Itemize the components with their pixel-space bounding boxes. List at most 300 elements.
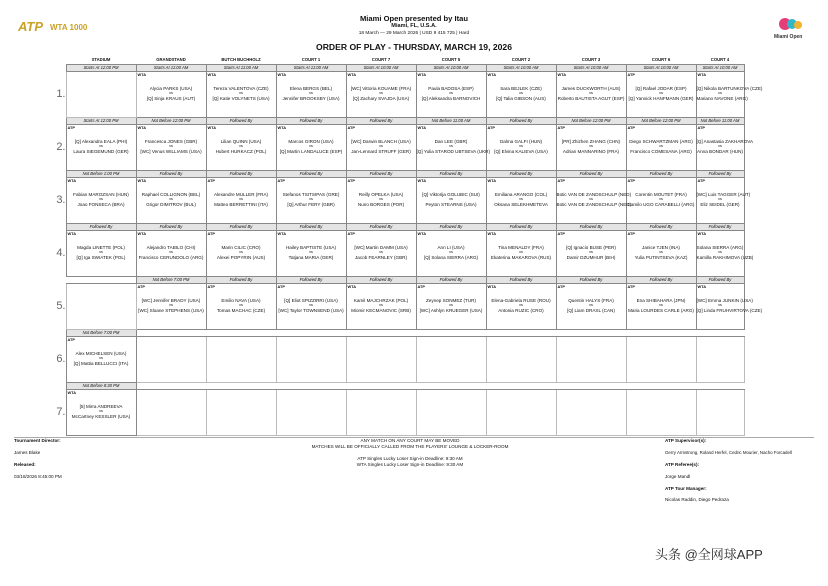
event-tag: WTA: [137, 230, 147, 236]
event-tag: ATP: [417, 283, 425, 289]
player-b: [Q] Aleksandra BARNOVICH: [421, 95, 481, 101]
match-row: [14, 389, 814, 435]
player-a: [Q] Eliot SPIZZIRRI (USA): [284, 297, 338, 303]
versus-label: vs: [449, 303, 453, 308]
start-time-label: Followed By: [696, 170, 744, 177]
start-time-label: Followed By: [486, 223, 556, 230]
start-time-label: [556, 329, 626, 336]
start-time-label: Not Before 12:00 PM: [626, 117, 696, 124]
svg-text:Miami Open: Miami Open: [774, 34, 803, 40]
versus-label: vs: [589, 197, 593, 202]
versus-label: vs: [379, 197, 383, 202]
event-tag: WTA: [557, 71, 567, 77]
event-tag: ATP: [347, 124, 355, 130]
player-a: [WC] Martin DAMM (USA): [354, 244, 408, 250]
player-a: [Q] Viktorija GOLUBIC (SUI): [422, 191, 480, 197]
start-time-label: [276, 329, 346, 336]
event-tag: ATP: [487, 124, 495, 130]
match-cell: [346, 389, 416, 435]
match-cell: [416, 336, 486, 382]
player-b: Ekaterina MAKAROVA (RUS): [490, 254, 552, 260]
schedule-table: [14, 55, 814, 436]
start-time-label: [696, 382, 744, 389]
event-tag: WTA: [487, 177, 497, 183]
start-time-label: Followed By: [66, 223, 136, 230]
start-time-label: Followed By: [626, 223, 696, 230]
start-time-row: [14, 64, 814, 71]
match-cell: [66, 71, 136, 117]
start-time-label: Starts At 11:00 AM: [136, 64, 206, 71]
event-tag: ATP: [557, 283, 565, 289]
player-a: Lilian QUINN (USA): [220, 138, 262, 144]
start-time-label: Starts At 10:00 AM: [696, 64, 744, 71]
event-tag: WTA: [417, 177, 427, 183]
start-time-label: Followed By: [136, 170, 206, 177]
start-time-row: [14, 117, 814, 124]
start-time-label: [556, 382, 626, 389]
tournament-director-label: Tournament Director:: [14, 438, 61, 443]
start-time-label: Followed By: [346, 170, 416, 177]
player-b: [Q] Solana SIERRA (ARG): [423, 254, 479, 260]
player-b: [Q] Iga SWIATEK (POL): [76, 254, 126, 260]
player-b: Laura SIEGEMUND (GER): [73, 148, 129, 154]
match-cell: [626, 389, 696, 435]
match-cell: [276, 71, 346, 117]
player-a: Alex MICHELSEN (USA): [75, 350, 127, 356]
versus-label: vs: [449, 197, 453, 202]
start-time-label: Not Before 12:00 PM: [556, 117, 626, 124]
event-tag: ATP: [207, 283, 215, 289]
versus-label: vs: [379, 144, 383, 149]
event-tag: ATP: [347, 177, 355, 183]
match-row: [14, 283, 814, 329]
start-time-row: [14, 329, 814, 336]
match-cell: [486, 177, 556, 223]
match-cell: [136, 124, 206, 170]
player-a: Alexandre MULLER (FRA): [213, 191, 269, 197]
match-cell: [556, 71, 626, 117]
match-cell: [276, 230, 346, 276]
player-a: Dan LEE (GBR): [434, 138, 468, 144]
match-cell: [136, 230, 206, 276]
event-tag: ATP: [557, 177, 565, 183]
player-a: Diego SCHWARTZMAN (ARG): [629, 138, 693, 144]
match-row: [14, 230, 814, 276]
spacer-header: [744, 55, 814, 64]
player-b: [Q] Elvina KALIEVA (USA): [494, 148, 548, 154]
start-time-label: [276, 382, 346, 389]
versus-label: vs: [169, 197, 173, 202]
row-number-spacer: [14, 64, 66, 71]
start-time-label: Starts At 11:00 AM: [276, 64, 346, 71]
referee-label: ATP Referee(s):: [665, 462, 700, 467]
player-b: Nuno BORGES (POR): [357, 201, 405, 207]
row-number: 7.: [56, 406, 66, 418]
match-cell: [206, 177, 276, 223]
match-row: [14, 177, 814, 223]
player-a: Emilio NAVA (USA): [221, 297, 261, 303]
match-cell: [556, 283, 626, 329]
start-time-label: Starts At 10:00 AM: [486, 64, 556, 71]
versus-label: vs: [169, 303, 173, 308]
start-time-label: [626, 382, 696, 389]
match-cell: [136, 283, 206, 329]
match-cell: [556, 230, 626, 276]
match-cell: [626, 124, 696, 170]
event-tag: WTA: [277, 230, 287, 236]
start-time-label: Followed By: [556, 276, 626, 283]
versus-label: vs: [309, 197, 313, 202]
event-tag: WTA: [67, 177, 77, 183]
tour-manager-names: Nicolas Raddin, Diego Pedraza: [665, 497, 729, 502]
court-header: COURT 1: [301, 56, 321, 62]
versus-label: vs: [239, 91, 243, 96]
start-time-label: [486, 382, 556, 389]
start-time-label: Followed By: [416, 276, 486, 283]
event-tag: WTA: [697, 71, 707, 77]
svg-text:WTA 1000: WTA 1000: [50, 23, 88, 32]
match-cell: [136, 177, 206, 223]
versus-label: vs: [169, 91, 173, 96]
match-cell: [346, 177, 416, 223]
start-time-label: [416, 382, 486, 389]
start-time-label: Followed By: [206, 117, 276, 124]
start-time-label: Followed By: [206, 170, 276, 177]
event-tag: ATP: [207, 177, 215, 183]
player-a: Solana SIERRA (ARG): [696, 244, 744, 250]
event-tag: WTA: [277, 71, 287, 77]
match-cell: [486, 71, 556, 117]
start-time-label: Followed By: [486, 117, 556, 124]
player-b: [Q] Zachary SVAJDA (USA): [352, 95, 410, 101]
player-b: [Q] Martin LANDALUCE (ESP): [279, 148, 343, 154]
player-b: [WC] Ashlyn KRUEGER (USA): [419, 307, 483, 313]
start-time-label: [696, 329, 744, 336]
player-b: [Q] Arthur FERY (GBR): [287, 201, 335, 207]
player-a: Fabian MAROZSAN (HUN): [73, 191, 129, 197]
player-a: Marcos GIRON (USA): [288, 138, 334, 144]
match-cell: [486, 389, 556, 435]
player-b: [WC] Taylor TOWNSEND (USA): [278, 307, 344, 313]
match-cell: [696, 283, 763, 329]
player-a: Zeynep SONMEZ (TUR): [425, 297, 477, 303]
player-a: Kamil MAJCHRZAK (POL): [353, 297, 409, 303]
player-b: Miomir KECMANOVIC (SRB): [351, 307, 411, 313]
footer-notice-4: WTA Singles Lucky Loser Sign-in Deadline: 9:30 AM: [356, 462, 464, 467]
row-number-spacer: [14, 223, 66, 230]
match-cell: [626, 71, 696, 117]
versus-label: vs: [519, 91, 523, 96]
match-cell: [206, 389, 276, 435]
start-time-label: Followed By: [346, 276, 416, 283]
match-cell: [416, 389, 486, 435]
event-tag: ATP: [627, 283, 635, 289]
event-tag: ATP: [67, 336, 75, 342]
player-a: Emiliana ARANGO (COL): [494, 191, 548, 197]
start-time-label: Followed By: [276, 170, 346, 177]
player-b: Francisco CERUNDOLO (ARG): [138, 254, 204, 260]
player-b: [WC] Venus WILLIAMS (USA): [140, 148, 202, 154]
event-tag: ATP: [627, 71, 635, 77]
player-b: [Q] Yulia STAROD UBTSEVA (UKR): [416, 148, 491, 154]
court-header: COURT 6: [651, 56, 671, 62]
versus-label: vs: [718, 144, 722, 149]
start-time-label: Starts At 10:00 AM: [626, 64, 696, 71]
player-b: Oksana SELEKHMETEVA: [494, 201, 548, 207]
event-tag: WTA: [487, 283, 497, 289]
start-time-label: Not Before 1:00 PM: [66, 170, 136, 177]
start-time-label: Not Before 7:00 PM: [66, 329, 136, 336]
versus-label: vs: [449, 91, 453, 96]
player-b: [Q] Mattia BELLUCCI (ITA): [73, 360, 129, 366]
player-b: Eliz SEIDEL (GER): [700, 201, 740, 207]
player-b: McCartney KESSLER (USA): [71, 413, 131, 419]
row-number: 1.: [56, 88, 66, 100]
versus-label: vs: [589, 250, 593, 255]
match-cell: [66, 124, 136, 170]
row-number-header: [14, 55, 66, 64]
player-a: Marin CILIC (CRO): [221, 244, 261, 250]
tournament-director-name: James Blake: [14, 450, 41, 455]
player-a: Alejandro TABILO (CHI): [146, 244, 196, 250]
start-time-label: [136, 382, 206, 389]
versus-label: vs: [718, 303, 722, 308]
start-time-label: Followed By: [486, 170, 556, 177]
match-cell: [626, 230, 696, 276]
start-time-label: Starts At 12:00 PM: [66, 117, 136, 124]
player-a: [WC] Vittoria KOUAME (FRA): [350, 85, 412, 91]
start-time-label: [486, 329, 556, 336]
event-tag: WTA: [207, 71, 217, 77]
court-header: COURT 7: [371, 56, 391, 62]
match-cell: [136, 71, 206, 117]
start-time-label: Not Before 8:30 PM: [66, 382, 136, 389]
court-header: COURT 4: [710, 56, 730, 62]
row-number-spacer: [14, 117, 66, 124]
player-b: Jan-Lennard STRUFF (GER): [351, 148, 411, 154]
start-time-label: Not Before 11:00 AM: [416, 117, 486, 124]
row-number-spacer: [14, 170, 66, 177]
court-header: COURT 5: [441, 56, 461, 62]
start-time-label: Followed By: [556, 223, 626, 230]
player-a: [WC] Jennifer BRADY (USA): [141, 297, 201, 303]
player-a: Alycia PARKS (USA): [149, 85, 193, 91]
player-b: Tatjana MARIA (GER): [288, 254, 334, 260]
match-cell: [346, 230, 416, 276]
player-b: Peyton STEARNS (USA): [425, 201, 477, 207]
match-cell: [346, 283, 416, 329]
event-tag: WTA: [697, 230, 707, 236]
start-time-row: [14, 223, 814, 230]
match-cell: [556, 389, 626, 435]
start-time-label: Followed By: [206, 223, 276, 230]
versus-label: vs: [519, 197, 523, 202]
event-tag: WTA: [347, 283, 357, 289]
match-cell: [416, 230, 486, 276]
player-a: Stefanos TSITSIPAS (GRE): [282, 191, 340, 197]
player-a: Reilly OPELKA (USA): [358, 191, 404, 197]
player-b: Grigor DIMITROV (BUL): [146, 201, 196, 207]
player-b: Jacob FEARNLEY (GBR): [355, 254, 407, 260]
player-b: Antonia RUZIC (CRO): [498, 307, 544, 313]
match-cell: [346, 71, 416, 117]
match-cell: [276, 389, 346, 435]
match-row: [14, 124, 814, 170]
player-b: Tomas MACHAC (CZE): [216, 307, 266, 313]
match-cell: [486, 124, 556, 170]
row-number: 4.: [56, 247, 66, 259]
event-tag: WTA: [417, 124, 427, 130]
match-cell: [556, 124, 626, 170]
match-cell: [66, 336, 136, 382]
event-tag: WTA: [67, 389, 77, 395]
event-tag: ATP: [697, 177, 705, 183]
player-b: [Q] Katie VOLYNETS (USA): [212, 95, 270, 101]
event-tag: ATP: [557, 230, 565, 236]
start-time-label: Followed By: [276, 223, 346, 230]
versus-label: vs: [239, 144, 243, 149]
player-b: Yulia PUTINTSEVA (KAZ): [634, 254, 688, 260]
player-b: Hubert HURKACZ (POL): [215, 148, 267, 154]
start-time-label: Starts At 10:00 AM: [556, 64, 626, 71]
versus-label: vs: [99, 197, 103, 202]
player-a: [PR] Zhizhen ZHANG (CHN): [561, 138, 621, 144]
versus-label: vs: [309, 91, 313, 96]
start-time-label: Followed By: [626, 170, 696, 177]
match-cell: [276, 124, 346, 170]
versus-label: vs: [449, 144, 453, 149]
match-row: [14, 336, 814, 382]
player-b: Botic VAN DE ZANDSCHULP (NED): [556, 201, 632, 207]
player-b: Anna BONDAR (HUN): [697, 148, 743, 154]
versus-label: vs: [239, 303, 243, 308]
footer-notice-1: ANY MATCH ON ANY COURT MAY BE MOVED: [360, 438, 460, 443]
versus-label: vs: [99, 409, 103, 414]
event-tag: ATP: [137, 283, 145, 289]
player-a: [WC] Emma JUNKIN (USA): [696, 297, 753, 303]
start-time-label: Followed By: [206, 276, 276, 283]
match-cell: [276, 177, 346, 223]
versus-label: vs: [718, 250, 722, 255]
released-label: Released:: [14, 462, 36, 467]
start-time-label: [416, 329, 486, 336]
event-tag: WTA: [487, 230, 497, 236]
player-a: [5] Mirra ANDREEVA: [79, 403, 123, 409]
match-cell: [556, 336, 626, 382]
row-number-spacer: [14, 276, 66, 283]
versus-label: vs: [379, 250, 383, 255]
player-b: Jennifer BROOKSBY (USA): [282, 95, 340, 101]
start-time-label: Followed By: [276, 276, 346, 283]
versus-label: vs: [169, 250, 173, 255]
versus-label: vs: [659, 197, 663, 202]
player-b: Matteo BERRETTINI (ITA): [214, 201, 268, 207]
player-a: [Q] Rafael JODAR (ESP): [635, 85, 687, 91]
tournament-dates: 18 March — 29 March 2026 | USD 9 415 725 | Hard: [358, 31, 470, 36]
versus-label: vs: [309, 144, 313, 149]
match-cell: [206, 230, 276, 276]
player-a: Dalma GALFI (HUN): [499, 138, 543, 144]
match-cell: [626, 283, 696, 329]
supervisor-names: Gerry Armstrong, Roland Herfel, Cedric Mourier, Nacho Forcadell: [665, 450, 792, 455]
player-b: [Q] Liam DRAXL (CAN): [567, 307, 615, 313]
event-tag: WTA: [347, 71, 357, 77]
start-time-label: Followed By: [556, 170, 626, 177]
match-cell: [276, 283, 346, 329]
versus-label: vs: [659, 91, 663, 96]
versus-label: vs: [519, 250, 523, 255]
player-a: Botic VAN DE ZANDSCHULP (NED): [556, 191, 632, 197]
match-cell: [346, 124, 416, 170]
versus-label: vs: [99, 356, 103, 361]
start-time-row: [14, 170, 814, 177]
start-time-label: Followed By: [626, 276, 696, 283]
versus-label: vs: [239, 197, 243, 202]
start-time-label: [136, 329, 206, 336]
match-cell: [416, 177, 486, 223]
player-a: Tina MENALDY (FRA): [498, 244, 544, 250]
versus-label: vs: [659, 144, 663, 149]
event-tag: WTA: [137, 71, 147, 77]
start-time-label: Starts At 10:00 AM: [416, 64, 486, 71]
versus-label: vs: [169, 144, 173, 149]
event-tag: WTA: [417, 230, 427, 236]
versus-label: vs: [309, 250, 313, 255]
start-time-label: Followed By: [696, 223, 744, 230]
match-cell: [206, 283, 276, 329]
event-tag: WTA: [137, 177, 147, 183]
match-cell: [626, 177, 696, 223]
event-tag: WTA: [137, 124, 147, 130]
order-of-play-grid: [14, 55, 814, 436]
event-tag: ATP: [627, 124, 635, 130]
match-cell: [66, 177, 136, 223]
player-b: Maria LOURDES CARLE (ARG): [628, 307, 694, 313]
player-b: Adrian MANNARINO (FRA): [562, 148, 620, 154]
court-header: COURT 2: [511, 56, 531, 62]
match-cell: [696, 389, 744, 435]
versus-label: vs: [659, 250, 663, 255]
player-a: [WC] Luis TAGGER (AUT): [696, 191, 751, 197]
match-cell: [66, 283, 136, 329]
event-tag: ATP: [347, 230, 355, 236]
start-time-label: Not Before 7:00 PM: [136, 276, 206, 283]
svg-text:ATP: ATP: [18, 19, 44, 34]
match-row: [14, 71, 814, 117]
player-b: Kamilla RAKHIMOVA (UZB): [696, 254, 754, 260]
player-a: [WC] Darwin BLANCH (USA): [351, 138, 411, 144]
versus-label: vs: [309, 303, 313, 308]
order-of-play-title: ORDER OF PLAY - THURSDAY, MARCH 19, 2026: [316, 42, 512, 52]
court-header: COURT 3: [581, 56, 601, 62]
released-value: 03/18/2026 8:45:00 PM: [14, 474, 62, 479]
event-tag: ATP: [627, 230, 635, 236]
match-cell: [66, 230, 136, 276]
versus-label: vs: [379, 303, 383, 308]
match-cell: [206, 71, 276, 117]
tournament-title: Miami Open presented by Itau: [359, 14, 469, 23]
player-a: Raphael COLLIGNON (BEL): [141, 191, 201, 197]
versus-label: vs: [589, 91, 593, 96]
row-number: 3.: [56, 194, 66, 206]
referee-name: Jorge Mandl: [665, 474, 691, 479]
event-tag: WTA: [277, 124, 287, 130]
match-cell: [206, 336, 276, 382]
player-b: [Q] Sinja KRAUS (AUT): [146, 95, 196, 101]
event-tag: ATP: [67, 124, 75, 130]
versus-label: vs: [589, 144, 593, 149]
start-time-row: [14, 276, 814, 283]
